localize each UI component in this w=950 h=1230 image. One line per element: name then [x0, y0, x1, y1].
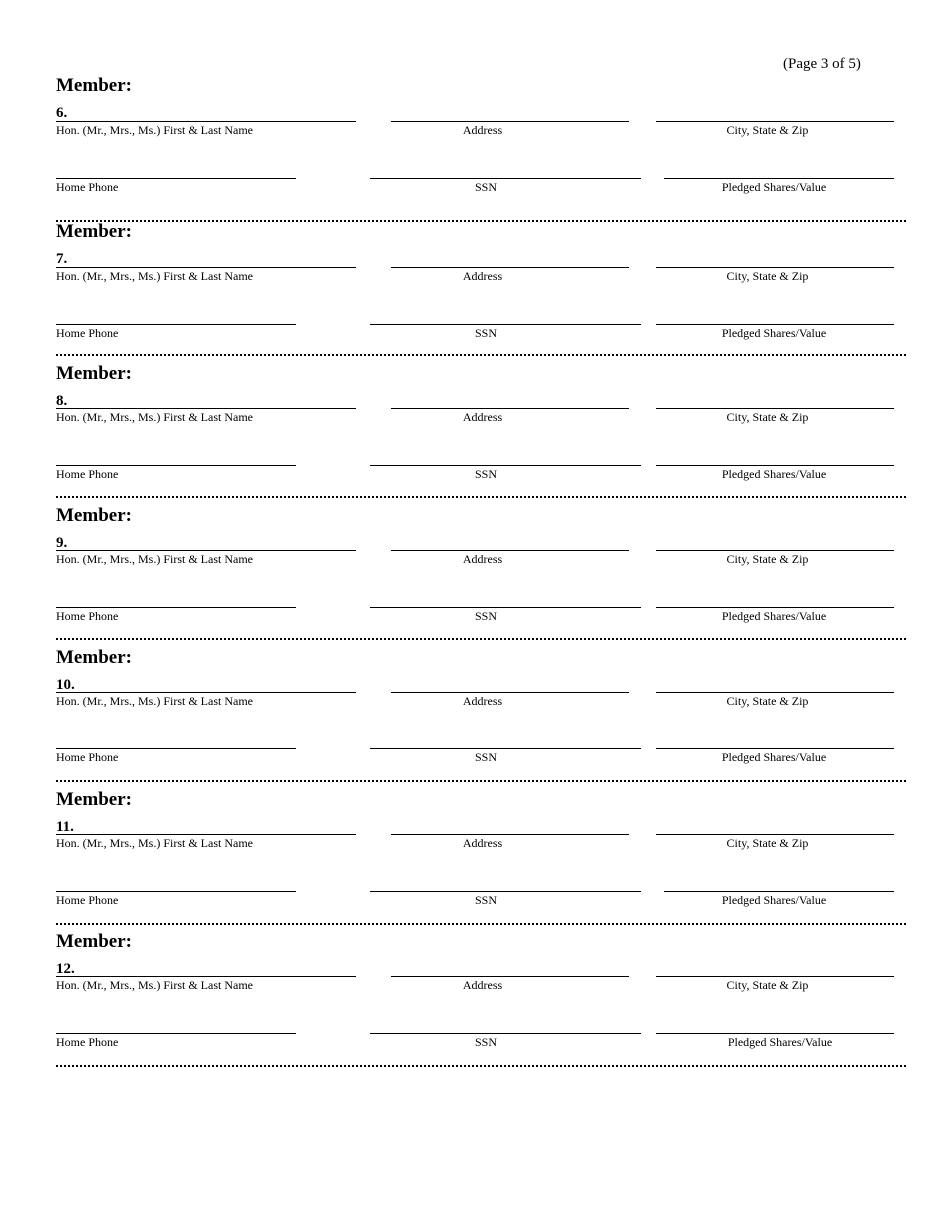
- address-field[interactable]: [391, 267, 629, 268]
- pledged-shares-label: Pledged Shares/Value: [721, 893, 827, 907]
- name-field[interactable]: [56, 267, 356, 268]
- city-state-zip-label: City, State & Zip: [726, 410, 809, 424]
- ssn-field[interactable]: [370, 607, 641, 608]
- ssn-label: SSN: [474, 1035, 497, 1049]
- member-number: 6.: [56, 105, 68, 121]
- ssn-label: SSN: [474, 326, 497, 340]
- city-state-zip-label: City, State & Zip: [726, 269, 809, 283]
- member-heading: Member:: [56, 647, 132, 668]
- city-state-zip-label: City, State & Zip: [726, 978, 809, 992]
- address-label: Address: [462, 978, 503, 992]
- member-heading: Member:: [56, 931, 132, 952]
- home-phone-field[interactable]: [56, 178, 296, 179]
- pledged-shares-field[interactable]: [656, 748, 894, 749]
- ssn-field[interactable]: [370, 324, 641, 325]
- pledged-shares-field[interactable]: [656, 1033, 894, 1034]
- address-label: Address: [462, 836, 503, 850]
- name-field[interactable]: [56, 550, 356, 551]
- name-label: Hon. (Mr., Mrs., Ms.) First & Last Name: [56, 552, 253, 566]
- address-label: Address: [462, 410, 503, 424]
- ssn-label: SSN: [474, 467, 497, 481]
- home-phone-label: Home Phone: [56, 609, 119, 623]
- name-label: Hon. (Mr., Mrs., Ms.) First & Last Name: [56, 694, 253, 708]
- city-state-zip-label: City, State & Zip: [726, 123, 809, 137]
- home-phone-field[interactable]: [56, 748, 296, 749]
- home-phone-field[interactable]: [56, 324, 296, 325]
- home-phone-label: Home Phone: [56, 1035, 119, 1049]
- address-field[interactable]: [391, 408, 629, 409]
- name-label: Hon. (Mr., Mrs., Ms.) First & Last Name: [56, 410, 253, 424]
- city-state-zip-field[interactable]: [656, 550, 894, 551]
- pledged-shares-field[interactable]: [656, 465, 894, 466]
- name-label: Hon. (Mr., Mrs., Ms.) First & Last Name: [56, 836, 253, 850]
- address-label: Address: [462, 694, 503, 708]
- home-phone-label: Home Phone: [56, 750, 119, 764]
- ssn-field[interactable]: [370, 1033, 641, 1034]
- ssn-label: SSN: [474, 893, 497, 907]
- address-label: Address: [462, 123, 503, 137]
- ssn-label: SSN: [474, 750, 497, 764]
- member-number: 10.: [56, 677, 75, 693]
- name-label: Hon. (Mr., Mrs., Ms.) First & Last Name: [56, 269, 253, 283]
- city-state-zip-field[interactable]: [656, 408, 894, 409]
- pledged-shares-field[interactable]: [656, 607, 894, 608]
- pledged-shares-field[interactable]: [664, 891, 894, 892]
- city-state-zip-label: City, State & Zip: [726, 836, 809, 850]
- pledged-shares-label: Pledged Shares/Value: [721, 326, 827, 340]
- separator: [56, 1065, 906, 1067]
- member-heading: Member:: [56, 75, 132, 96]
- member-block: [0, 505, 950, 647]
- address-field[interactable]: [391, 550, 629, 551]
- ssn-field[interactable]: [370, 465, 641, 466]
- city-state-zip-field[interactable]: [656, 121, 894, 122]
- ssn-field[interactable]: [370, 748, 641, 749]
- name-field[interactable]: [56, 834, 356, 835]
- address-field[interactable]: [391, 121, 629, 122]
- pledged-shares-field[interactable]: [664, 178, 894, 179]
- member-heading: Member:: [56, 505, 132, 526]
- member-number: 9.: [56, 535, 68, 551]
- pledged-shares-label: Pledged Shares/Value: [721, 180, 827, 194]
- address-label: Address: [462, 552, 503, 566]
- member-number: 11.: [56, 819, 74, 835]
- address-label: Address: [462, 269, 503, 283]
- name-field[interactable]: [56, 408, 356, 409]
- home-phone-field[interactable]: [56, 1033, 296, 1034]
- separator: [56, 496, 906, 498]
- member-block: [0, 931, 950, 1073]
- member-block: [0, 75, 950, 217]
- name-label: Hon. (Mr., Mrs., Ms.) First & Last Name: [56, 978, 253, 992]
- member-heading: Member:: [56, 363, 132, 384]
- ssn-field[interactable]: [370, 891, 641, 892]
- separator: [56, 638, 906, 640]
- city-state-zip-field[interactable]: [656, 834, 894, 835]
- pledged-shares-label: Pledged Shares/Value: [727, 1035, 833, 1049]
- city-state-zip-label: City, State & Zip: [726, 552, 809, 566]
- member-heading: Member:: [56, 789, 132, 810]
- member-block: [0, 789, 950, 931]
- ssn-label: SSN: [474, 609, 497, 623]
- city-state-zip-field[interactable]: [656, 692, 894, 693]
- name-field[interactable]: [56, 692, 356, 693]
- pledged-shares-label: Pledged Shares/Value: [721, 750, 827, 764]
- address-field[interactable]: [391, 692, 629, 693]
- ssn-field[interactable]: [370, 178, 641, 179]
- separator: [56, 780, 906, 782]
- city-state-zip-field[interactable]: [656, 976, 894, 977]
- member-number: 7.: [56, 251, 68, 267]
- city-state-zip-field[interactable]: [656, 267, 894, 268]
- home-phone-label: Home Phone: [56, 180, 119, 194]
- home-phone-field[interactable]: [56, 891, 296, 892]
- home-phone-field[interactable]: [56, 465, 296, 466]
- member-number: 12.: [56, 961, 75, 977]
- member-block: [0, 221, 950, 363]
- home-phone-label: Home Phone: [56, 326, 119, 340]
- address-field[interactable]: [391, 834, 629, 835]
- member-block: [0, 647, 950, 789]
- home-phone-label: Home Phone: [56, 893, 119, 907]
- name-label: Hon. (Mr., Mrs., Ms.) First & Last Name: [56, 123, 253, 137]
- name-field[interactable]: [56, 976, 356, 977]
- member-number: 8.: [56, 393, 68, 409]
- member-block: [0, 363, 950, 505]
- member-heading: Member:: [56, 221, 132, 242]
- pledged-shares-label: Pledged Shares/Value: [721, 467, 827, 481]
- address-field[interactable]: [391, 976, 629, 977]
- city-state-zip-label: City, State & Zip: [726, 694, 809, 708]
- separator: [56, 923, 906, 925]
- page-number: (Page 3 of 5): [783, 56, 861, 72]
- home-phone-label: Home Phone: [56, 467, 119, 481]
- home-phone-field[interactable]: [56, 607, 296, 608]
- pledged-shares-label: Pledged Shares/Value: [721, 609, 827, 623]
- name-field[interactable]: [56, 121, 356, 122]
- separator: [56, 354, 906, 356]
- pledged-shares-field[interactable]: [656, 324, 894, 325]
- ssn-label: SSN: [474, 180, 497, 194]
